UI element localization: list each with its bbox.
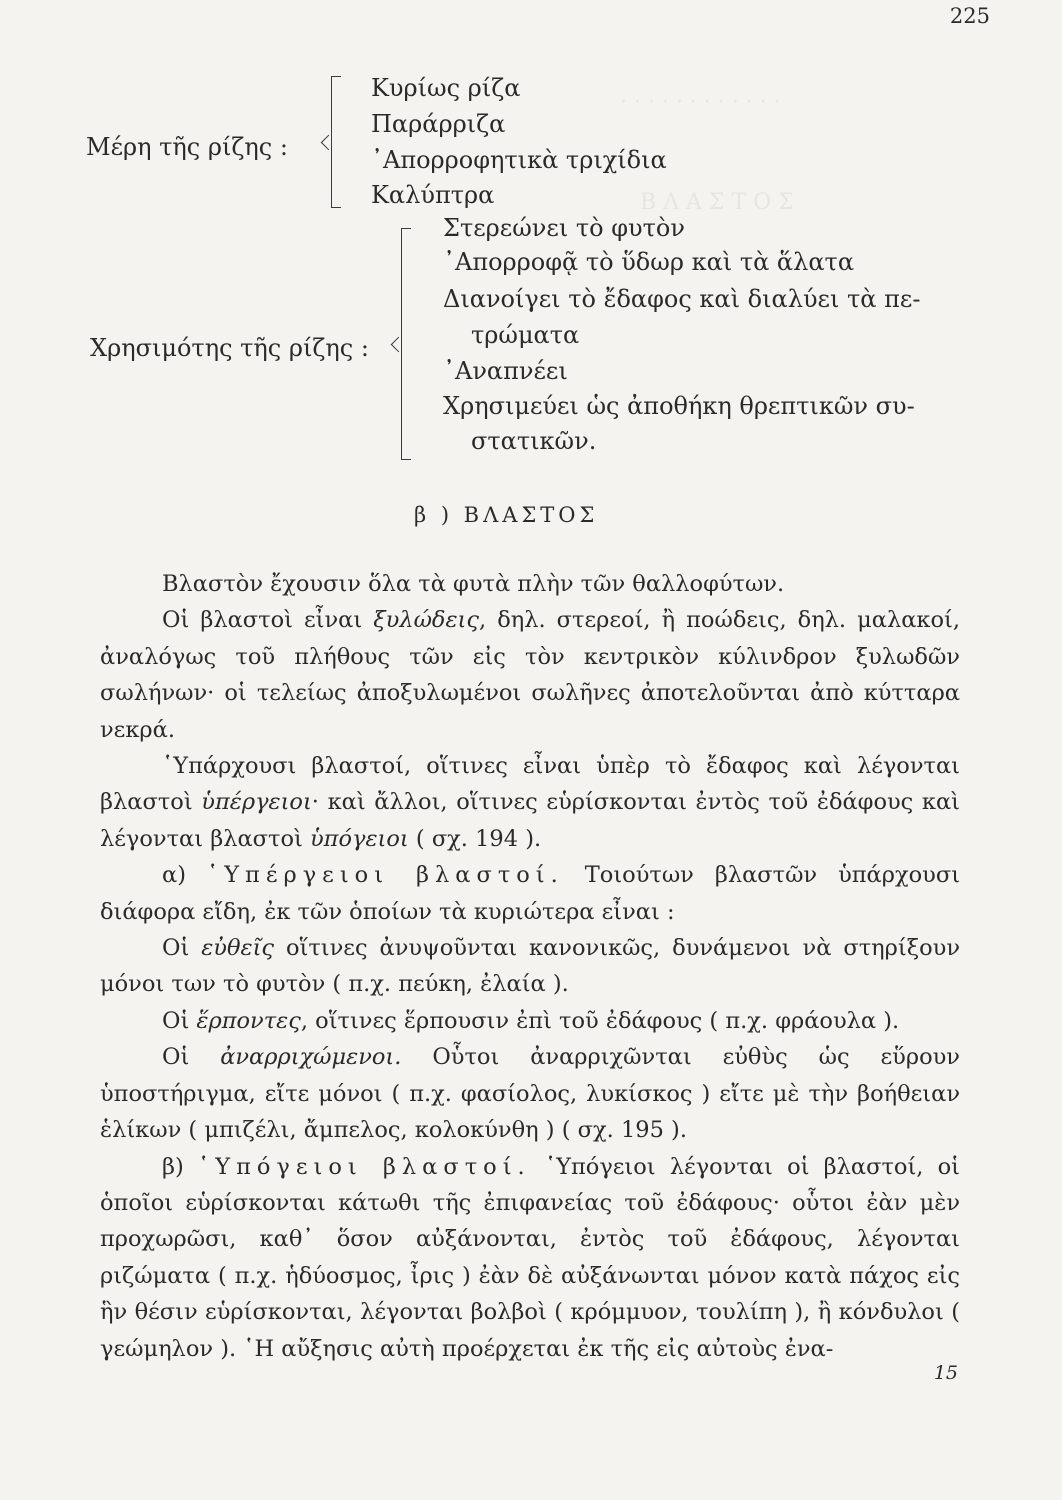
root-use-line: τρώματα bbox=[471, 321, 580, 349]
bleed-through-text: · · · · · · · · · · · · bbox=[620, 90, 781, 115]
root-part-item: Παράρριζα bbox=[371, 110, 506, 138]
emphasis-term: ὑπέργειοι bbox=[201, 789, 312, 816]
paragraph-text: οἵτινες ἀνυψοῦνται κανονικῶς, δυνάμενοι νὰ στηρίξουν μόνοι των τὸ φυτὸν ( π.χ. πεύκη, ἐλαία ). bbox=[100, 935, 960, 998]
subheading-spaced: ῾Υπόγειοι βλαστοί. bbox=[197, 1153, 531, 1180]
paragraph bbox=[100, 1003, 960, 1039]
root-use-line: Χρησιμεύει ὡς ἀποθήκη θρεπτικῶν συ- bbox=[443, 392, 915, 420]
root-uses-brace-tip bbox=[391, 337, 407, 353]
root-use-line: Διανοίγει τὸ ἔδαφος καὶ διαλύει τὰ πε- bbox=[443, 285, 921, 313]
paragraph-text: Οἱ βλαστοὶ εἶναι bbox=[162, 607, 374, 634]
paragraph bbox=[100, 857, 960, 930]
root-uses-label: Χρησιμότης τῆς ρίζης : bbox=[90, 334, 369, 362]
root-use-line: ᾿Αναπνέει bbox=[443, 357, 568, 385]
paragraph-text: Τοιούτων βλαστῶν ὑπάρχουσι διάφορα εἴδη, ἐκ τῶν ὁποίων τὰ κυριώτερα εἶναι : bbox=[100, 862, 961, 925]
paragraph-text: Οἱ bbox=[162, 1044, 221, 1071]
root-use-line: ᾿Απορροφᾷ τὸ ὕδωρ καὶ τὰ ἅλατα bbox=[443, 248, 855, 276]
paragraph bbox=[100, 930, 960, 1003]
emphasis-term: ὑπόγειοι bbox=[310, 825, 409, 852]
paragraph-text: ῾Υπόγειοι λέγονται οἱ βλαστοί, οἱ ὁποῖοι εὑρίσκονται κάτωθι τῆς ἐπιφανείας τοῦ ἐδάφους· οὗτοι ἐὰν μὲν προχωρῶσι, καθ᾿ ὅσον αὐξάνονται, ἐντὸς τοῦ ἐδάφους, λέγονται ριζώματα ( π.χ. ἡδύοσμος, ἶρις ) ἐὰν δὲ αὐξάνωνται μόνον κατὰ πάχος εἰς ἣν θέσιν εὑρίσκονται, λέγονται βολβοὶ ( κρόμμυον, τουλίπη ), ἢ κόνδυλοι ( γεώμηλον ). ῾Η αὔξησις αὐτὴ προέρχεται ἐκ τῆς εἰς αὐτοὺς ἐνα- bbox=[100, 1153, 960, 1362]
subheading-spaced: ῾Υπέργειοι βλαστοί. bbox=[206, 862, 564, 889]
emphasis-term: εὐθεῖς bbox=[201, 935, 275, 962]
body-text bbox=[100, 566, 960, 1367]
emphasis-term: ξυλώδεις bbox=[373, 607, 479, 634]
paragraph-text: ῾Υπάρχουσι βλαστοί, οἵτινες εἶναι ὑπὲρ τὸ ἔδαφος καὶ λέγονται βλαστοὶ bbox=[100, 753, 960, 816]
paragraph bbox=[100, 1039, 960, 1148]
paragraph-text: β) bbox=[162, 1153, 198, 1180]
signature-mark: 15 bbox=[933, 1362, 958, 1384]
root-part-item: Καλύπτρα bbox=[371, 181, 495, 209]
paragraph-text: · καὶ ἄλλοι, οἵτινες εὑρίσκονται ἐντὸς τοῦ ἐδάφους καὶ λέγονται βλαστοὶ bbox=[100, 789, 960, 852]
bleed-through-text: Β Λ Α Σ Τ Ο Σ bbox=[640, 190, 794, 215]
paragraph-text: , οἵτινες ἕρπουσιν ἐπὶ τοῦ ἐδάφους ( π.χ. φράουλα ). bbox=[300, 1007, 900, 1034]
paragraph-text: Οἱ bbox=[162, 935, 202, 962]
section-heading: β ) ΒΛΑΣΤΟΣ bbox=[414, 503, 599, 527]
emphasis-term: ἀναρριχώμενοι. bbox=[220, 1044, 402, 1071]
root-parts-brace-tip bbox=[321, 135, 337, 151]
paragraph-text: Οἱ bbox=[162, 1007, 197, 1034]
root-part-item: ᾿Απορροφητικὰ τριχίδια bbox=[371, 146, 667, 174]
paragraph bbox=[100, 566, 960, 602]
paragraph-text: Βλαστὸν ἔχουσιν ὅλα τὰ φυτὰ πλὴν τῶν θαλλοφύτων. bbox=[162, 571, 785, 597]
emphasis-term: ἕρποντες bbox=[196, 1007, 301, 1034]
root-part-item: Κυρίως ρίζα bbox=[371, 74, 521, 102]
page-number: 225 bbox=[949, 4, 990, 28]
paragraph-text: Οὗτοι ἀναρριχῶνται εὐθὺς ὡς εὕρουν ὑποστήριγμα, εἴτε μόνοι ( π.χ. φασίολος, λυκίσκος ) εἴτε μὲ τὴν βοήθειαν ἑλίκων ( μπιζέλι, ἄμπελος, κολοκύνθη ) ( σχ. 195 ). bbox=[100, 1044, 960, 1144]
root-use-line: Στερεώνει τὸ φυτὸν bbox=[443, 214, 685, 242]
paragraph-text: ( σχ. 194 ). bbox=[408, 825, 542, 852]
paragraph bbox=[100, 748, 960, 857]
root-parts-label: Μέρη τῆς ρίζης : bbox=[86, 133, 288, 161]
paragraph bbox=[100, 602, 960, 748]
paragraph-text: α) bbox=[162, 862, 207, 889]
paragraph-text: , δηλ. στερεοί, ἢ ποώδεις, δηλ. μαλακοί, ἀναλόγως τοῦ πλήθους τῶν εἰς τὸν κεντρικὸν κύλινδρον ξυλωδῶν σωλήνων· οἱ τελείως ἀποξυλωμένοι σωλῆνες ἀποτελοῦνται ἀπὸ κύτταρα νεκρά. bbox=[100, 607, 960, 743]
root-use-line: στατικῶν. bbox=[471, 427, 597, 455]
paragraph bbox=[100, 1149, 960, 1367]
